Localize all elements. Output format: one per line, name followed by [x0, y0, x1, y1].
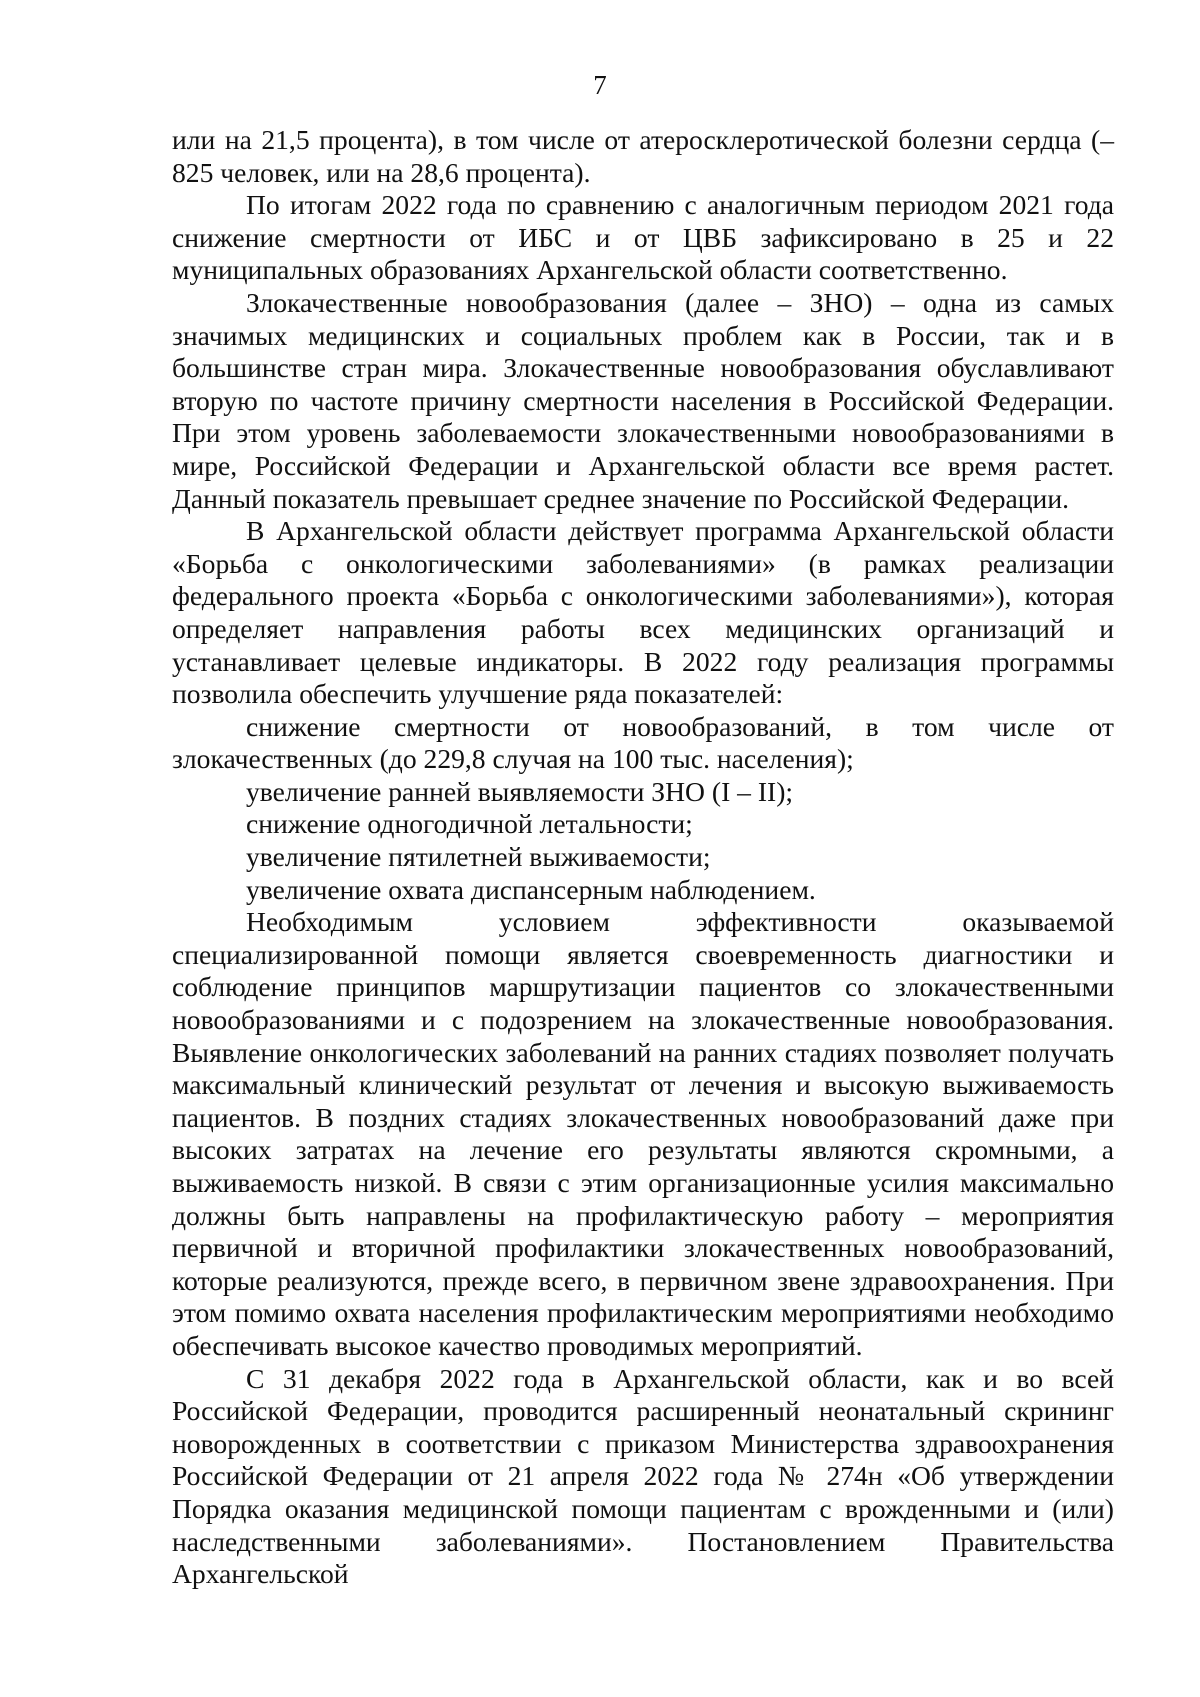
paragraph-continuation: или на 21,5 процента), в том числе от атеросклеротической болезни сердца (– 825 человек, или на 28,6 процента).: [172, 124, 1114, 188]
paragraph-neonatal-screening: С 31 декабря 2022 года в Архангельской области, как и во всей Российской Федерации, проводится расширенный неонатальный скрининг новорожденных в соответствии с приказом Министерства здравоохранения Российской Федерации от 21 апреля 2022 года № 274н «Об утверждении Порядка оказания медицинской помощи пациентам с врожденными и (или) наследственными заболеваниями». Постановлением Правительства Архангельской: [172, 1362, 1114, 1590]
paragraph-malignant-neoplasms: Злокачественные новообразования (далее – ЗНО) – одна из самых значимых медицинских и социальных проблем как в России, так и в большинстве стран мира. Злокачественные новообразования обуславливают вторую по частоте причину смертности населения в Российской Федерации. При этом уровень заболеваемости злокачественными новообразованиями в мире, Российской Федерации и Архангельской области все время растет. Данный показатель превышает среднее значение по Российской Федерации.: [172, 286, 1114, 514]
list-item: увеличение пятилетней выживаемости;: [246, 841, 711, 873]
page-number: 7: [593, 70, 607, 100]
paragraph-diagnostics-prevention: Необходимым условием эффективности оказываемой специализированной помощи является своевременность диагностики и соблюдение принципов маршрутизации пациентов со злокачественными новообразованиями и с подозрением на злокачественные новообразования. Выявление онкологических заболеваний на ранних стадиях позволяет получать максимальный клинический результат от лечения и высокую выживаемость пациентов. В поздних стадиях злокачественных новообразований даже при высоких затратах на лечение его результаты являются скромными, а выживаемость низкой. В связи с этим организационные усилия максимально должны быть направлены на профилактическую работу – мероприятия первичной и вторичной профилактики злокачественных новообразований, которые реализуются, прежде всего, в первичном звене здравоохранения. При этом помимо охвата населения профилактическим мероприятиями необходимо обеспечивать высокое качество проводимых мероприятий.: [172, 906, 1114, 1361]
paragraph-ihd-cvd-mortality: По итогам 2022 года по сравнению с аналогичным периодом 2021 года снижение смертности от ИБС и от ЦВБ зафиксировано в 25 и 22 муниципальных образованиях Архангельской области соответственно.: [172, 189, 1114, 286]
document-body: [172, 124, 1114, 1591]
list-item: снижение смертности от новообразований, в том числе от злокачественных (до 229,8 случая на 100 тыс. населения);: [172, 710, 1114, 775]
list-item: увеличение ранней выявляемости ЗНО (I – II);: [246, 775, 794, 807]
paragraph-oncology-program: В Архангельской области действует программа Архангельской области «Борьба с онкологическими заболеваниями» (в рамках реализации федерального проекта «Борьба с онкологическими заболеваниями»), которая определяет направления работы всех медицинских организаций и устанавливает целевые индикаторы. В 2022 году реализация программы позволила обеспечить улучшение ряда показателей:: [172, 515, 1114, 710]
list-item: снижение одногодичной летальности;: [246, 808, 693, 840]
list-item: увеличение охвата диспансерным наблюдением.: [246, 873, 816, 905]
